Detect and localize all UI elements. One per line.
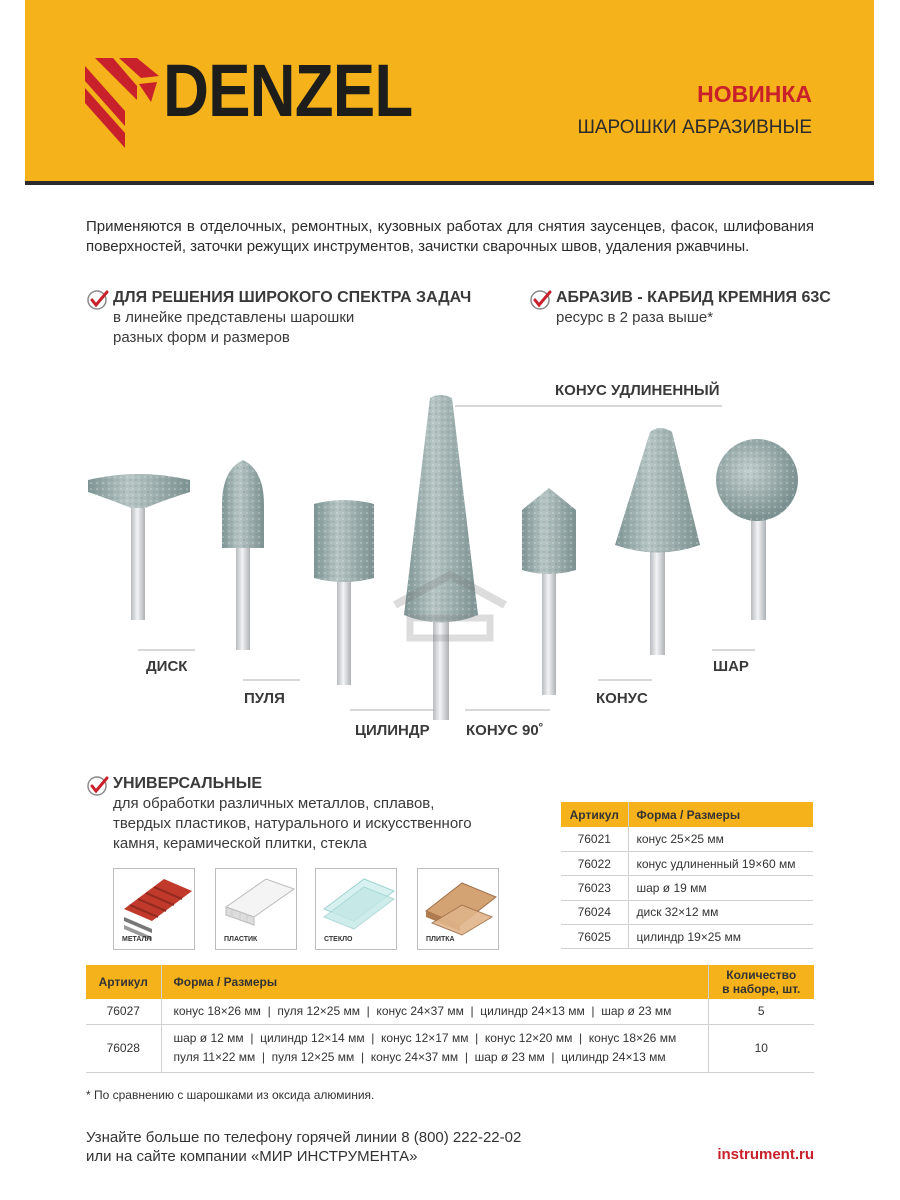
label-cone90: КОНУС 90˚ <box>466 722 544 739</box>
product-title: ШАРОШКИ АБРАЗИВНЫЕ <box>577 117 812 138</box>
header-banner <box>25 0 874 185</box>
label-cone: КОНУС <box>596 690 648 707</box>
table-row <box>561 876 813 900</box>
feature-desc: камня, керамической плитки, стекла <box>113 835 367 852</box>
column-header-article: Артикул <box>561 802 628 827</box>
article-cell: 76024 <box>561 900 628 924</box>
feature-abrasive <box>529 288 849 328</box>
feature-desc: в линейке представлены шарошки <box>113 309 355 326</box>
shape-cell <box>161 1024 708 1072</box>
tools-illustration <box>0 380 900 760</box>
table-header-row <box>86 965 814 999</box>
quantity-cell: 10 <box>708 1024 814 1072</box>
label-disk: ДИСК <box>146 658 188 675</box>
feature-title: УНИВЕРСАЛЬНЫЕ <box>113 775 263 792</box>
feature-desc: ресурс в 2 раза выше* <box>556 309 714 326</box>
material-tile <box>417 868 499 950</box>
single-items-table <box>561 802 813 949</box>
company-text: или на сайте компании «МИР ИНСТРУМЕНТА» <box>86 1148 418 1165</box>
table-row <box>561 900 813 924</box>
check-icon <box>86 774 110 798</box>
article-cell: 76025 <box>561 925 628 949</box>
table-row <box>561 851 813 875</box>
table-row <box>561 827 813 851</box>
article-cell: 76028 <box>86 1024 161 1072</box>
material-metal <box>113 868 195 950</box>
column-header-shape: Форма / Размеры <box>628 802 813 827</box>
new-product-badge: НОВИНКА <box>697 81 812 107</box>
feature-universal <box>86 774 526 854</box>
contact-info <box>86 1128 521 1166</box>
sets-table <box>86 965 814 1073</box>
table-header-row <box>561 802 813 827</box>
shape-cell: шар ø 19 мм <box>628 876 813 900</box>
label-bullet: ПУЛЯ <box>244 690 285 707</box>
article-cell: 76023 <box>561 876 628 900</box>
shape-cell <box>161 999 708 1024</box>
column-header-article: Артикул <box>86 965 161 999</box>
shape-cell: диск 32×12 мм <box>628 900 813 924</box>
quantity-header-line2: в наборе, шт. <box>722 982 801 996</box>
quantity-header-line1: Количество <box>726 968 797 982</box>
shape-line: шар ø 12 мм | цилиндр 12×14 мм | конус 12×17 мм | конус 12×20 мм | конус 18×26 мм <box>173 1031 677 1045</box>
feature-desc: твердых пластиков, натурального и искусственного <box>113 815 472 832</box>
feature-desc: для обработки различных металлов, сплавов, <box>113 795 435 812</box>
article-cell: 76021 <box>561 827 628 851</box>
article-cell: 76027 <box>86 999 161 1024</box>
label-cone-long: КОНУС УДЛИНЕННЫЙ <box>555 382 720 399</box>
material-caption: ПЛИТКА <box>426 936 455 943</box>
material-caption: МЕТАЛЛ <box>122 936 152 943</box>
website-link[interactable]: instrument.ru <box>717 1146 814 1163</box>
check-icon <box>529 288 553 312</box>
feature-desc: разных форм и размеров <box>113 329 290 346</box>
denzel-logo-icon <box>85 58 165 148</box>
brand-logo-text: DENZEL <box>163 49 413 132</box>
label-ball: ШАР <box>713 658 749 675</box>
column-header-shape: Форма / Размеры <box>161 965 708 999</box>
shape-cell: конус удлиненный 19×60 мм <box>628 851 813 875</box>
hotline-text: Узнайте больше по телефону горячей линии 8 (800) 222-22-02 <box>86 1129 522 1146</box>
leader-lines <box>0 380 900 760</box>
footnote: * По сравнению с шарошками из оксида алюминия. <box>86 1088 375 1102</box>
table-row <box>86 999 814 1024</box>
label-cylinder: ЦИЛИНДР <box>355 722 430 739</box>
feature-title: АБРАЗИВ - КАРБИД КРЕМНИЯ 63С <box>556 289 831 306</box>
material-caption: ПЛАСТИК <box>224 936 258 943</box>
check-icon <box>86 288 110 312</box>
table-row <box>561 925 813 949</box>
quantity-cell: 5 <box>708 999 814 1024</box>
shape-line: конус 18×26 мм | пуля 12×25 мм | конус 24×37 мм | цилиндр 24×13 мм | шар ø 23 мм <box>173 1003 672 1018</box>
table-row <box>86 1024 814 1072</box>
shape-line: пуля 11×22 мм | пуля 12×25 мм | конус 24×37 мм | шар ø 23 мм | цилиндр 24×13 мм <box>173 1050 666 1064</box>
column-header-quantity <box>708 965 814 999</box>
material-glass <box>315 868 397 950</box>
shape-cell: цилиндр 19×25 мм <box>628 925 813 949</box>
feature-title: ДЛЯ РЕШЕНИЯ ШИРОКОГО СПЕКТРА ЗАДАЧ <box>113 289 472 306</box>
material-caption: СТЕКЛО <box>324 936 353 943</box>
article-cell: 76022 <box>561 851 628 875</box>
feature-wide-range <box>86 288 486 348</box>
intro-paragraph: Применяются в отделочных, ремонтных, кузовных работах для снятия заусенцев, фасок, шлифования поверхностей, заточки режущих инструментов, зачистки сварочных швов, удаления ржавчины. <box>86 218 814 255</box>
material-plastic <box>215 868 297 950</box>
shape-cell: конус 25×25 мм <box>628 827 813 851</box>
